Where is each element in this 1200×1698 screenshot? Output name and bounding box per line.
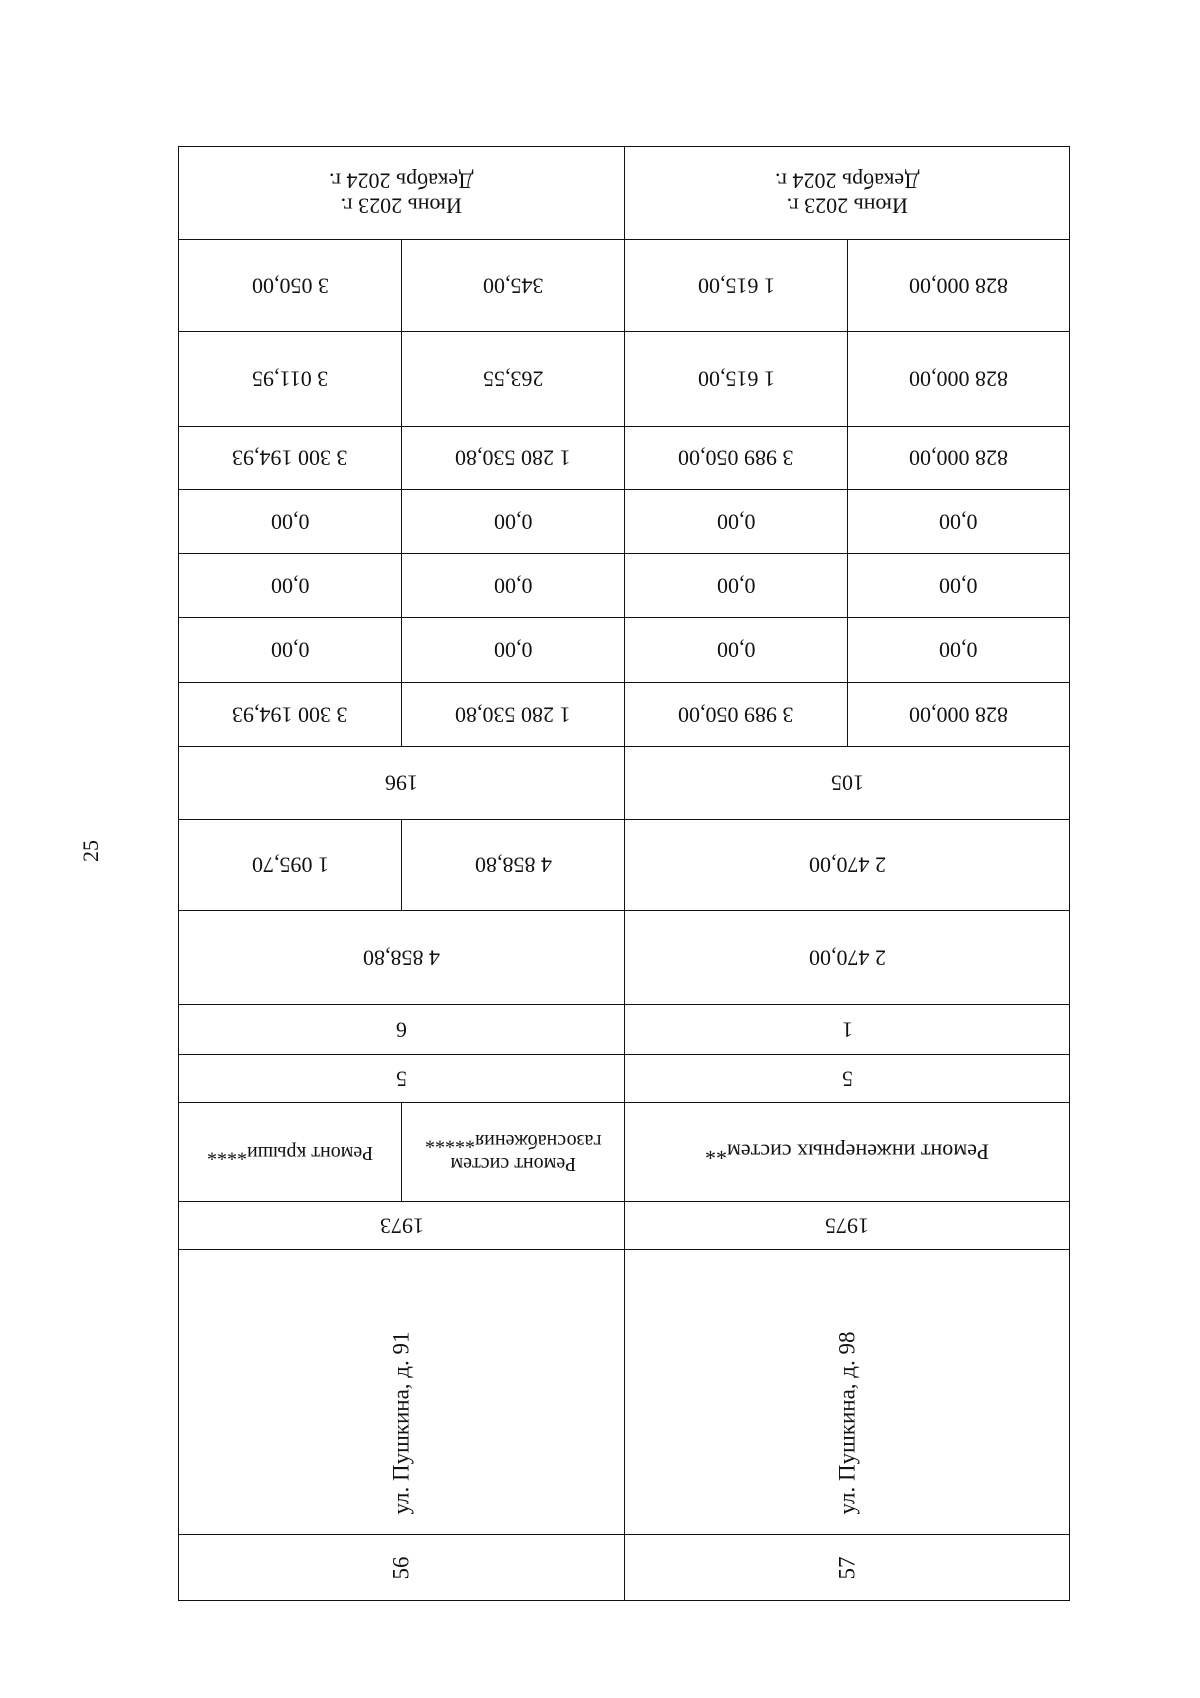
value-cell: 828 000,00 xyxy=(847,426,1070,489)
value-cell: 0,00 xyxy=(847,489,1070,553)
value-cell: 0,00 xyxy=(401,489,624,553)
area-cell: 2 470,00 xyxy=(624,819,1070,910)
value-cell: 3 011,95 xyxy=(178,331,401,426)
address-cell: ул. Пушкина, д. 91 xyxy=(178,1249,624,1534)
count-cell: 196 xyxy=(178,746,624,819)
row-number-cell: 57 xyxy=(624,1534,1070,1601)
value-cell: 0,00 xyxy=(847,553,1070,617)
value-cell: 1 615,00 xyxy=(624,331,847,426)
period-cell: Июнь 2023 г. Декабрь 2024 г. xyxy=(624,146,1070,239)
value-cell: 0,00 xyxy=(847,617,1070,682)
entrances-cell: 5 xyxy=(624,1054,1070,1102)
value-cell: 0,00 xyxy=(401,617,624,682)
value-cell: 3 989 050,00 xyxy=(624,682,847,746)
value-cell: 0,00 xyxy=(624,553,847,617)
floors-cell: 1 xyxy=(624,1004,1070,1054)
value-cell: 345,00 xyxy=(401,239,624,331)
work-type-cell: Ремонт крыши**** xyxy=(178,1102,401,1201)
area-total-cell: 2 470,00 xyxy=(624,910,1070,1004)
year-cell: 1973 xyxy=(178,1201,624,1249)
value-cell: 0,00 xyxy=(178,553,401,617)
work-type-cell: Ремонт инженерных систем** xyxy=(624,1102,1070,1201)
area-cell: 4 858,80 xyxy=(401,819,624,910)
area-cell: 1 095,70 xyxy=(178,819,401,910)
value-cell: 3 300 194,93 xyxy=(178,426,401,489)
value-cell: 3 989 050,00 xyxy=(624,426,847,489)
value-cell: 263,55 xyxy=(401,331,624,426)
housing-repair-table xyxy=(178,146,1070,1601)
year-cell: 1975 xyxy=(624,1201,1070,1249)
value-cell: 3 300 194,93 xyxy=(178,682,401,746)
value-cell: 1 615,00 xyxy=(624,239,847,331)
value-cell: 828 000,00 xyxy=(847,682,1070,746)
entrances-cell: 5 xyxy=(178,1054,624,1102)
count-cell: 105 xyxy=(624,746,1070,819)
address-cell: ул. Пушкина, д. 98 xyxy=(624,1249,1070,1534)
area-total-cell: 4 858,80 xyxy=(178,910,624,1004)
floors-cell: 6 xyxy=(178,1004,624,1054)
value-cell: 0,00 xyxy=(624,617,847,682)
value-cell: 0,00 xyxy=(624,489,847,553)
row-number-cell: 56 xyxy=(178,1534,624,1601)
value-cell: 3 050,00 xyxy=(178,239,401,331)
value-cell: 1 280 530,80 xyxy=(401,426,624,489)
value-cell: 0,00 xyxy=(178,617,401,682)
value-cell: 828 000,00 xyxy=(847,239,1070,331)
value-cell: 0,00 xyxy=(401,553,624,617)
value-cell: 1 280 530,80 xyxy=(401,682,624,746)
work-type-cell: Ремонт систем газоснабжения***** xyxy=(401,1102,624,1201)
period-cell: Июнь 2023 г. Декабрь 2024 г. xyxy=(178,146,624,239)
value-cell: 0,00 xyxy=(178,489,401,553)
page-number: 25 xyxy=(78,840,103,862)
value-cell: 828 000,00 xyxy=(847,331,1070,426)
